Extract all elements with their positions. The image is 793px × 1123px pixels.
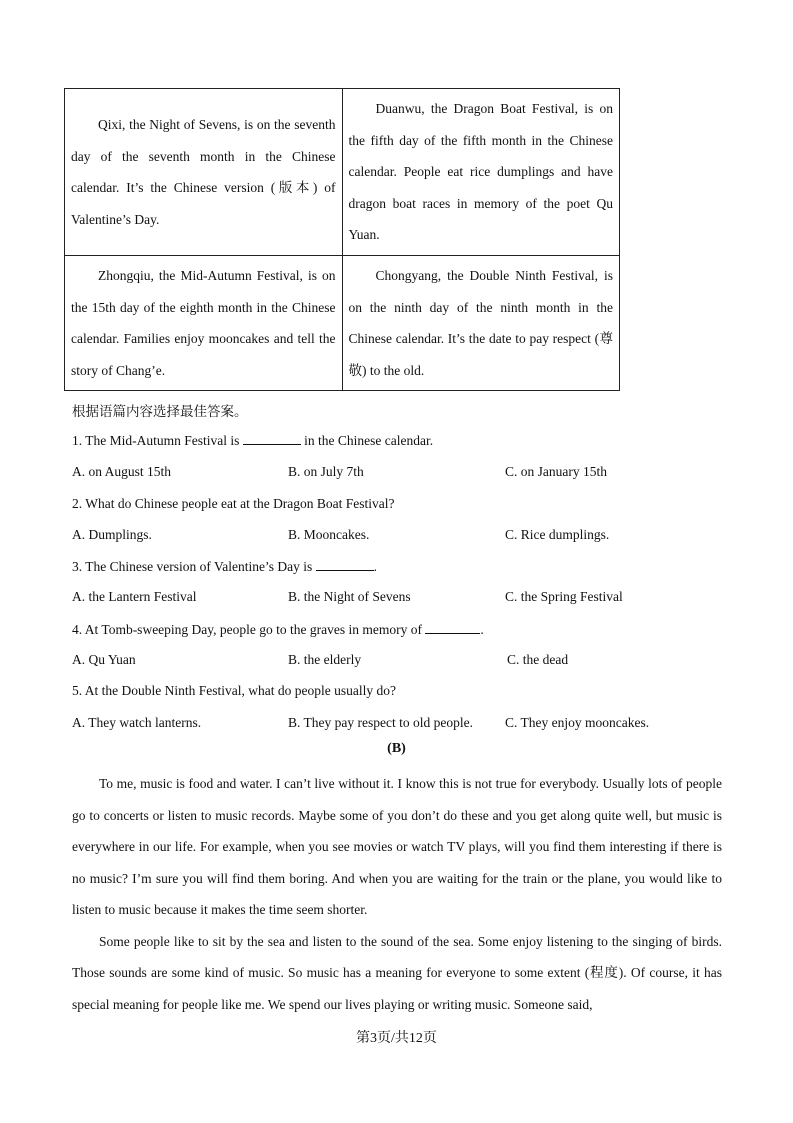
option-3b: B. the Night of Sevens — [288, 589, 411, 604]
table-row — [65, 89, 620, 256]
option-3c: C. the Spring Festival — [505, 589, 623, 604]
question-2: 2. What do Chinese people eat at the Dragon Boat Festival? — [72, 496, 395, 511]
option-4c: C. the dead — [507, 652, 569, 667]
question-5: 5. At the Double Ninth Festival, what do people usually do? — [72, 683, 396, 698]
option-1a: A. on August 15th — [72, 464, 172, 479]
option-5a: A. They watch lanterns. — [72, 715, 202, 730]
passage-paragraph-1: To me, music is food and water. I can’t live without it. I know this is not true for everybody. Usually lots of people go to concerts or listen to music records. Maybe some of you don’t do these and you get along quite well, but music is everywhere in our life. For example, when you see movies or watch TV plays, will you find them interesting if there is no music? I’m sure you will find them boring. And when you are waiting for the train or the plane, you would like to listen to music because it makes the time seem shorter. — [72, 776, 722, 917]
answer-blank — [316, 558, 374, 571]
option-2b: B. Mooncakes. — [288, 527, 370, 542]
reading-passage — [72, 768, 722, 1020]
passage-paragraph-2: Some people like to sit by the sea and listen to the sound of the sea. Some enjoy listening to the singing of birds. Those sounds are some kind of music. So music has a meaning for everyone to some extent (程度). Of course, it has special meaning for people like me. We spend our lives playing or writing music. Someone said, — [72, 933, 722, 1012]
instruction: 根据语篇内容选择最佳答案。 — [72, 404, 248, 419]
festival-table — [64, 88, 620, 391]
option-1c: C. on January 15th — [505, 464, 607, 479]
page-footer: 第3页/共12页 — [356, 1031, 437, 1046]
option-4b: B. the elderly — [288, 652, 362, 667]
option-2c: C. Rice dumplings. — [505, 527, 610, 542]
festival-cell-chongyang: Chongyang, the Double Ninth Festival, is on the ninth day of the ninth month in the Chinese calendar. It’s the date to pay respect (尊敬) to the old. — [342, 256, 620, 391]
question-1: 1. The Mid-Autumn Festival is in the Chinese calendar. — [72, 433, 434, 448]
question-3: 3. The Chinese version of Valentine’s Day is . — [72, 559, 377, 574]
festival-cell-duanwu: Duanwu, the Dragon Boat Festival, is on the fifth day of the fifth month in the Chinese calendar. People eat rice dumplings and have dragon boat races in memory of the poet Qu Yuan. — [342, 89, 620, 256]
festival-cell-qixi: Qixi, the Night of Sevens, is on the seventh day of the seventh month in the Chinese calendar. It’s the Chinese version (版本) of Valentine’s Day. — [65, 89, 343, 256]
answer-blank — [243, 432, 301, 445]
option-3a: A. the Lantern Festival — [72, 589, 197, 604]
option-4a: A. Qu Yuan — [72, 652, 136, 667]
answer-blank — [425, 621, 480, 634]
question-4: 4. At Tomb-sweeping Day, people go to the graves in memory of . — [72, 622, 484, 637]
option-2a: A. Dumplings. — [72, 527, 152, 542]
festival-cell-zhongqiu: Zhongqiu, the Mid-Autumn Festival, is on the 15th day of the eighth month in the Chinese calendar. Families enjoy mooncakes and tell the story of Chang’e. — [65, 256, 343, 391]
option-5b: B. They pay respect to old people. — [288, 715, 473, 730]
option-1b: B. on July 7th — [288, 464, 364, 479]
section-title: (B) — [387, 741, 406, 756]
option-5c: C. They enjoy mooncakes. — [505, 715, 650, 730]
table-row — [65, 256, 620, 391]
